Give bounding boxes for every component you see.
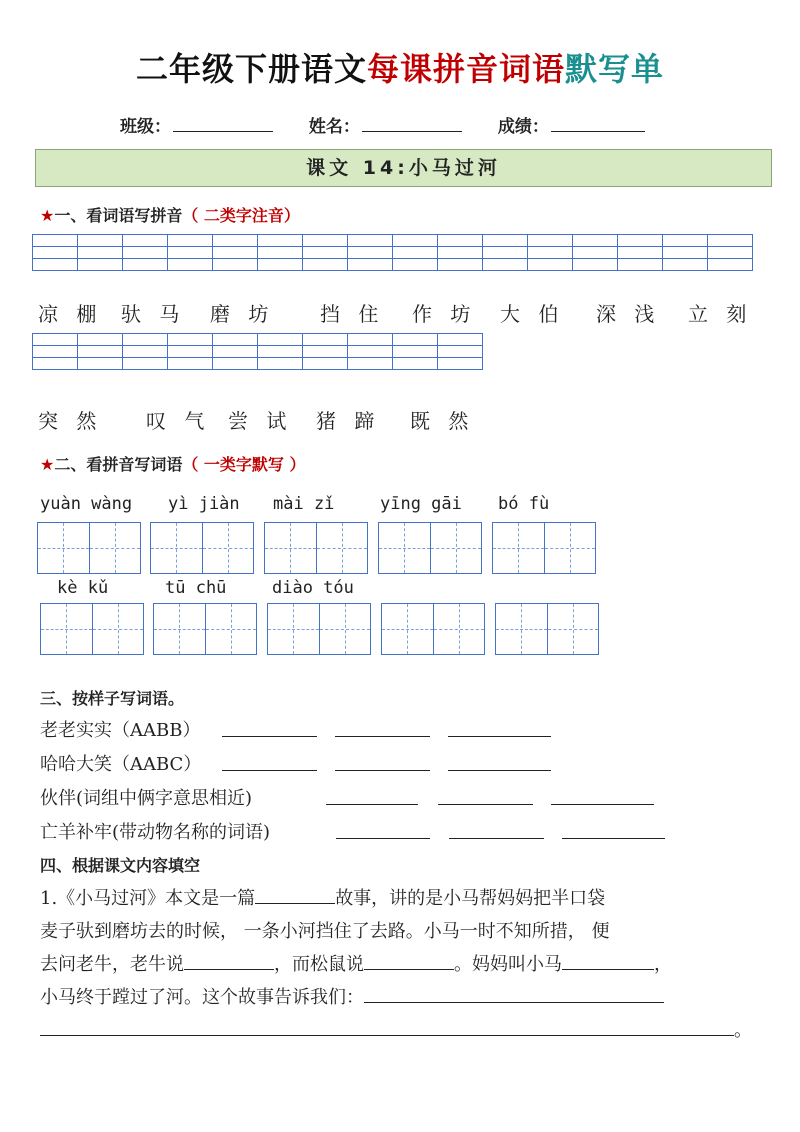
para-text: 1.《小马过河》本文是一篇 — [40, 888, 256, 909]
answer-blank[interactable] — [364, 984, 664, 1003]
pinyin-label: tū chū — [165, 578, 227, 598]
word-item: 既 然 — [410, 409, 475, 433]
section-2-heading — [40, 452, 306, 475]
title-part-1: 二年级下册语文 — [135, 50, 367, 88]
pinyin-label: mài zǐ — [273, 494, 335, 514]
section-1-heading — [40, 203, 300, 226]
word-item: 大 伯 — [500, 302, 565, 326]
writing-box[interactable] — [381, 603, 485, 655]
star-icon: ★ — [40, 206, 55, 225]
lesson-banner: 课文 14:小马过河 — [35, 149, 772, 187]
writing-box[interactable] — [378, 522, 482, 574]
answer-blank[interactable] — [562, 951, 654, 970]
pinyin-grid-1[interactable] — [32, 234, 753, 271]
score-label: 成绩： — [497, 117, 549, 137]
title-part-2: 每课拼音词语 — [366, 50, 565, 88]
exercise-prompt: 老老实实（AABB） — [40, 720, 201, 741]
section-2-note: （ 一类字默写 ） — [182, 455, 306, 474]
para-text: ， — [654, 954, 672, 975]
writing-box[interactable] — [492, 522, 596, 574]
class-label: 班级： — [120, 117, 171, 137]
writing-box[interactable] — [495, 603, 599, 655]
fill-in-paragraph — [40, 882, 765, 1047]
exercise-prompt: 伙伴(词组中俩字意思相近) — [40, 788, 253, 809]
page-title — [0, 44, 800, 90]
pinyin-grid-2[interactable] — [32, 333, 483, 370]
title-part-3: 默写单 — [565, 50, 665, 88]
exercise-line — [40, 716, 200, 742]
para-text: ，而松鼠说 — [274, 954, 364, 975]
name-label: 姓名： — [308, 117, 360, 137]
student-info — [120, 112, 645, 137]
pinyin-label: diào tóu — [272, 578, 354, 598]
exercise-prompt: 亡羊补牢(带动物名称的词语) — [40, 822, 271, 843]
score-field[interactable] — [551, 115, 645, 132]
para-text: 。 — [734, 1020, 752, 1041]
word-item: 挡 住 — [320, 302, 385, 326]
answer-blank[interactable] — [551, 786, 654, 805]
section-3-heading: 三、按样子写词语。 — [40, 689, 185, 708]
answer-blank[interactable] — [562, 820, 665, 839]
answer-blank[interactable] — [222, 718, 317, 737]
section-4-heading: 四、根据课文内容填空 — [40, 856, 201, 875]
writing-box[interactable] — [37, 522, 141, 574]
exercise-line — [40, 818, 270, 844]
pinyin-label: yì jiàn — [168, 494, 240, 514]
para-text: 小马终于蹚过了河。这个故事告诉我们： — [40, 987, 364, 1008]
word-item: 猪 蹄 — [316, 409, 381, 433]
star-icon: ★ — [40, 455, 55, 474]
para-text: 。妈妈叫小马 — [454, 954, 562, 975]
exercise-line — [40, 750, 201, 776]
answer-blank[interactable] — [335, 718, 430, 737]
answer-blank[interactable] — [222, 752, 317, 771]
word-item: 磨 坊 — [210, 302, 275, 326]
word-item: 驮 马 — [121, 302, 186, 326]
writing-box[interactable] — [40, 603, 144, 655]
pinyin-label: yuàn wàng — [40, 494, 133, 514]
word-item: 尝 试 — [228, 409, 293, 433]
word-item: 作 坊 — [412, 302, 477, 326]
para-text: 去问老牛，老牛说 — [40, 954, 184, 975]
word-item: 凉 棚 — [38, 302, 103, 326]
answer-blank[interactable] — [448, 718, 551, 737]
answer-blank[interactable] — [184, 951, 274, 970]
answer-blank[interactable] — [326, 786, 418, 805]
exercise-prompt: 哈哈大笑（AABC） — [40, 754, 202, 775]
answer-blank[interactable] — [364, 951, 454, 970]
word-item: 叹 气 — [146, 409, 211, 433]
writing-box[interactable] — [153, 603, 257, 655]
answer-blank[interactable] — [336, 820, 430, 839]
class-field[interactable] — [173, 115, 273, 132]
word-item: 立 刻 — [688, 302, 753, 326]
answer-blank[interactable] — [449, 820, 544, 839]
para-text: 故事，讲的是小马帮妈妈把半口袋 — [335, 888, 606, 909]
writing-box[interactable] — [264, 522, 368, 574]
answer-blank[interactable] — [40, 1017, 734, 1036]
section-1-note: （ 二类字注音） — [182, 206, 300, 225]
para-text: 麦子驮到磨坊去的时候， 一条小河挡住了去路。小马一时不知所措， 便 — [40, 921, 610, 942]
section-1-label: 一、看词语写拼音 — [54, 206, 183, 225]
word-item: 突 然 — [38, 409, 103, 433]
name-field[interactable] — [362, 115, 462, 132]
word-item: 深 浅 — [596, 302, 661, 326]
answer-blank[interactable] — [335, 752, 430, 771]
writing-box[interactable] — [150, 522, 254, 574]
answer-blank[interactable] — [448, 752, 551, 771]
answer-blank[interactable] — [255, 885, 335, 904]
pinyin-label: bó fù — [498, 494, 550, 514]
section-2-label: 二、看拼音写词语 — [54, 455, 183, 474]
exercise-line — [40, 784, 252, 810]
pinyin-label: yīng gāi — [380, 494, 462, 514]
answer-blank[interactable] — [438, 786, 533, 805]
pinyin-label: kè kǔ — [57, 578, 109, 598]
writing-box[interactable] — [267, 603, 371, 655]
